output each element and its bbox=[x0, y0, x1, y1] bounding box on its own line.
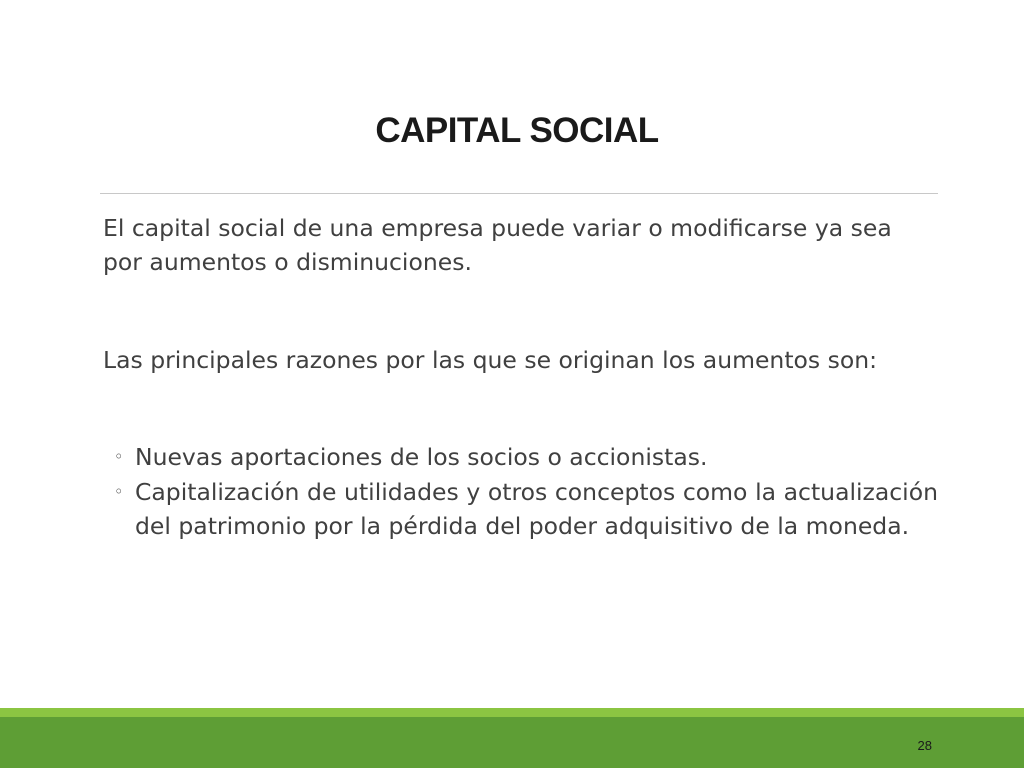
slide-title: CAPITAL SOCIAL bbox=[375, 111, 659, 150]
page-number: 28 bbox=[917, 738, 932, 753]
list-item bbox=[103, 475, 938, 543]
title-divider bbox=[100, 193, 938, 194]
bullet-icon: ◦ bbox=[114, 482, 124, 501]
bullet-list bbox=[103, 440, 938, 543]
bullet-text: Nuevas aportaciones de los socios o accionistas. bbox=[135, 443, 708, 471]
paragraph-intro: El capital social de una empresa puede variar o modificarse ya sea por aumentos o disminuciones. bbox=[103, 214, 892, 276]
paragraph-reasons: Las principales razones por las que se originan los aumentos son: bbox=[103, 346, 878, 374]
bullet-text: Capitalización de utilidades y otros conceptos como la actualización del patrimonio por la pérdida del poder adquisitivo de la moneda. bbox=[135, 478, 938, 540]
list-item bbox=[103, 440, 938, 474]
bullet-icon: ◦ bbox=[114, 447, 124, 466]
footer-accent-stripe bbox=[0, 708, 1024, 717]
slide-body bbox=[103, 211, 938, 544]
footer-band bbox=[0, 717, 1024, 768]
